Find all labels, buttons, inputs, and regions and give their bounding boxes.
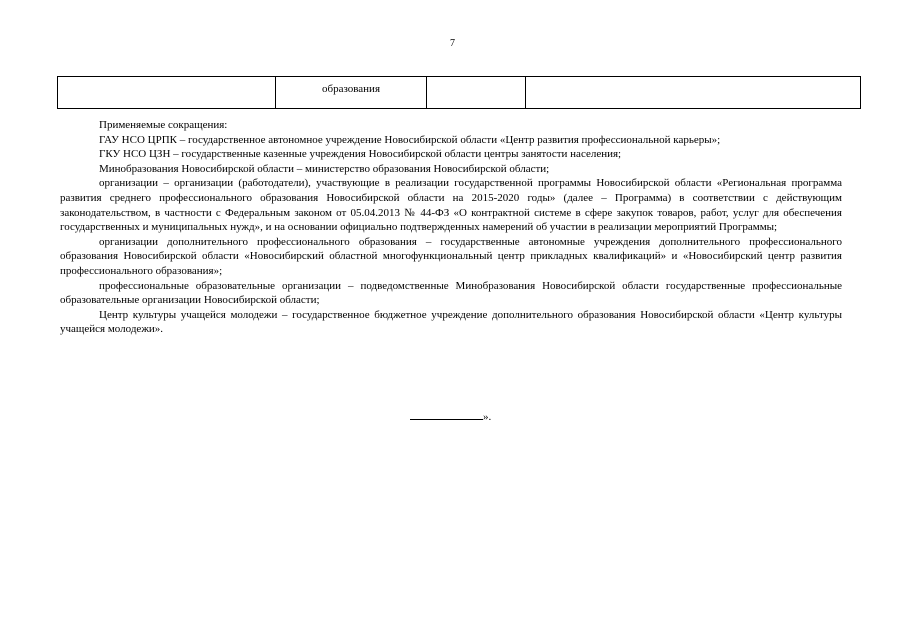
table-row: [58, 77, 861, 109]
abbreviations-heading: Применяемые сокращения:: [99, 119, 228, 131]
abbreviations-section: [60, 118, 842, 337]
abbreviation-paragraph: ГАУ НСО ЦРПК – государственное автономное учреждение Новосибирской области «Центр развития профессиональной карьеры»;: [99, 133, 721, 146]
closing-mark: [410, 409, 491, 423]
table-cell: [427, 77, 526, 109]
abbreviation-paragraph: Минобразования Новосибирской области – министерство образования Новосибирской области;: [99, 162, 550, 175]
table-fragment: [57, 76, 861, 109]
table-cell: образования: [276, 77, 427, 109]
table-cell: [58, 77, 276, 109]
closing-quote: ».: [483, 411, 492, 423]
abbreviation-paragraph: Центр культуры учащейся молодежи – государственное бюджетное учреждение дополнительного образования Новосибирской области «Центр культуры учащейся молодежи».: [60, 308, 842, 336]
signature-line: [410, 409, 483, 420]
abbreviation-paragraph: организации – организации (работодатели), участвующие в реализации государственной программы Новосибирской области «Региональная программа развития среднего профессионального образования Новосибирской области на 2015-2020 годы» (далее – Программа) в соответствии с действующим законодательством, в частности с Федеральным законом от 05.04.2013 № 44-ФЗ «О контрактной системе в сфере закупок товаров, работ, услуг для обеспечения государственных и муниципальных нужд», и на основании официально подтвержденных намерений об участии в реализации мероприятий Программы;: [60, 177, 842, 234]
page-number: 7: [450, 38, 455, 49]
abbreviation-paragraph: организации дополнительного профессионального образования – государственные автономные учреждения дополнительного профессионального образования Новосибирской области «Новосибирский областной многофункциональный центр прикладных квалификаций» и «Новосибирский центр развития профессионального образования»;: [60, 235, 842, 277]
abbreviation-paragraph: профессиональные образовательные организации – подведомственные Минобразования Новосибирской области государственные профессиональные образовательные организации Новосибирской области;: [60, 279, 842, 307]
abbreviation-paragraph: ГКУ НСО ЦЗН – государственные казенные учреждения Новосибирской области центры занятости населения;: [99, 148, 622, 161]
table-cell: [526, 77, 861, 109]
